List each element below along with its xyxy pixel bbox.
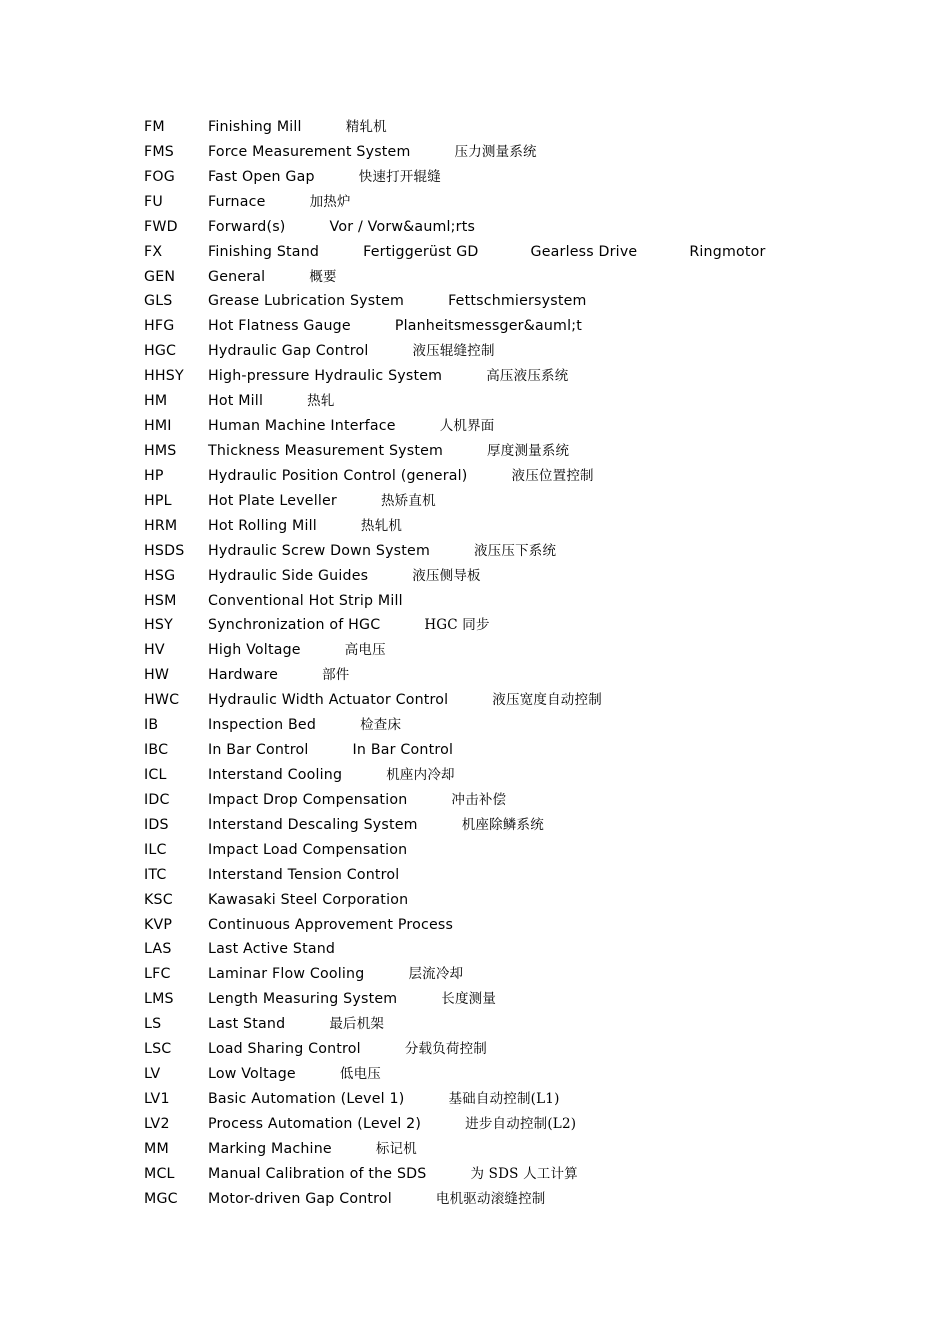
abbreviation: FWD xyxy=(144,218,178,235)
list-item xyxy=(144,267,864,292)
english-term: Basic Automation (Level 1) xyxy=(208,1090,405,1107)
extra-term: Ringmotor xyxy=(689,243,766,260)
list-item xyxy=(144,1089,864,1114)
english-term: Force Measurement System xyxy=(208,143,411,160)
list-item xyxy=(144,740,864,765)
list-item xyxy=(144,341,864,366)
abbreviation: HGC xyxy=(144,343,177,360)
abbreviation: ITC xyxy=(144,866,167,883)
translation: 长度测量 xyxy=(441,991,497,1008)
translation: 冲击补偿 xyxy=(451,791,507,808)
english-term: Last Stand xyxy=(208,1016,286,1033)
abbreviation: HV xyxy=(144,642,165,659)
list-item xyxy=(144,840,864,865)
english-term: Impact Drop Compensation xyxy=(208,791,408,808)
abbreviation: KVP xyxy=(144,916,173,933)
abbreviation: HSY xyxy=(144,617,173,634)
abbreviation: HSDS xyxy=(144,542,185,559)
abbreviation: IBC xyxy=(144,742,169,759)
translation: 电机驱动滚缝控制 xyxy=(435,1190,546,1207)
english-term: Length Measuring System xyxy=(208,991,398,1008)
english-term: Interstand Cooling xyxy=(208,766,343,783)
list-item xyxy=(144,316,864,341)
abbreviation: HW xyxy=(144,667,170,684)
list-item xyxy=(144,242,864,267)
list-item xyxy=(144,416,864,441)
english-term: Hydraulic Width Actuator Control xyxy=(208,692,449,709)
abbreviation: HSG xyxy=(144,567,176,584)
abbreviation: GLS xyxy=(144,293,173,310)
english-term: Furnace xyxy=(208,193,266,210)
abbreviation: LAS xyxy=(144,941,172,958)
list-item xyxy=(144,1164,864,1189)
translation: 人机界面 xyxy=(439,418,495,435)
abbreviation: FMS xyxy=(144,143,175,160)
translation: 基础自动控制(L1) xyxy=(448,1090,560,1107)
list-item xyxy=(144,541,864,566)
list-item xyxy=(144,665,864,690)
abbreviation: HMS xyxy=(144,442,177,459)
list-item xyxy=(144,1139,864,1164)
english-term: Hot Plate Leveller xyxy=(208,492,337,509)
list-item xyxy=(144,765,864,790)
abbreviation: ILC xyxy=(144,841,167,858)
english-term: Hot Mill xyxy=(208,393,264,410)
translation: 液压位置控制 xyxy=(511,467,594,484)
abbreviation: FM xyxy=(144,119,165,135)
english-term: Hardware xyxy=(208,667,279,684)
translation: In Bar Control xyxy=(352,742,454,759)
translation: 压力测量系统 xyxy=(454,143,537,160)
translation: 高电压 xyxy=(344,642,386,659)
translation: 厚度测量系统 xyxy=(487,442,570,459)
english-term: Marking Machine xyxy=(208,1140,332,1157)
english-term: Hot Rolling Mill xyxy=(208,517,317,534)
translation: 部件 xyxy=(322,667,350,684)
translation: Planheitsmessger&auml;t xyxy=(394,318,582,335)
list-item xyxy=(144,915,864,940)
english-term: Hydraulic Gap Control xyxy=(208,343,369,360)
abbreviation: HWC xyxy=(144,692,180,709)
abbreviation: MGC xyxy=(144,1190,178,1207)
list-item xyxy=(144,1114,864,1139)
translation: 机座内冷却 xyxy=(386,766,455,783)
english-term: Motor-driven Gap Control xyxy=(208,1190,392,1207)
abbreviation: FX xyxy=(144,243,163,260)
abbreviation: HRM xyxy=(144,517,178,534)
abbreviation: ICL xyxy=(144,766,167,783)
abbreviation: LFC xyxy=(144,966,171,983)
list-item xyxy=(144,890,864,915)
english-term: Process Automation (Level 2) xyxy=(208,1115,422,1132)
english-term: Load Sharing Control xyxy=(208,1041,361,1058)
abbreviation: IDS xyxy=(144,816,169,833)
abbreviation: FOG xyxy=(144,168,175,185)
english-term: Low Voltage xyxy=(208,1066,296,1083)
english-term: Hydraulic Screw Down System xyxy=(208,542,430,559)
english-term: Interstand Tension Control xyxy=(208,866,400,883)
translation: 最后机架 xyxy=(329,1016,385,1033)
translation: 加热炉 xyxy=(309,193,351,210)
abbreviation: LS xyxy=(144,1016,162,1033)
english-term: Manual Calibration of the SDS xyxy=(208,1165,427,1182)
abbreviation: IDC xyxy=(144,791,170,808)
english-term: Inspection Bed xyxy=(208,717,317,734)
abbreviation: HSM xyxy=(144,592,177,609)
translation: 标记机 xyxy=(375,1140,417,1157)
list-item xyxy=(144,1189,864,1214)
list-item xyxy=(144,790,864,815)
list-item xyxy=(144,291,864,316)
translation: 热轧 xyxy=(307,393,335,410)
translation: 液压辊缝控制 xyxy=(412,343,495,360)
translation: 层流冷却 xyxy=(408,966,464,983)
translation: Fertiggerüst GD xyxy=(363,243,479,260)
list-item xyxy=(144,167,864,192)
abbreviation: HM xyxy=(144,393,168,410)
english-term: Hydraulic Side Guides xyxy=(208,567,369,584)
list-item xyxy=(144,142,864,167)
english-term: Synchronization of HGC xyxy=(208,617,381,634)
abbreviation: HP xyxy=(144,467,164,484)
list-item xyxy=(144,615,864,640)
english-term: Finishing Stand xyxy=(208,243,320,260)
translation: HGC 同步 xyxy=(424,617,490,634)
english-term: Finishing Mill xyxy=(208,119,302,135)
english-term: General xyxy=(208,268,266,285)
translation: 热轧机 xyxy=(360,517,403,534)
abbreviation: LV1 xyxy=(144,1090,170,1107)
translation: 进步自动控制(L2) xyxy=(465,1115,577,1132)
list-item xyxy=(144,466,864,491)
abbreviation: HHSY xyxy=(144,368,184,385)
english-term: High-pressure Hydraulic System xyxy=(208,368,443,385)
abbreviation: KSC xyxy=(144,891,173,908)
translation: 低电压 xyxy=(339,1066,381,1083)
list-item xyxy=(144,591,864,616)
english-term: Hot Flatness Gauge xyxy=(208,318,351,335)
translation: 机座除鳞系统 xyxy=(461,816,544,833)
list-item xyxy=(144,366,864,391)
translation: 液压宽度自动控制 xyxy=(492,692,602,709)
translation: 精轧机 xyxy=(345,119,387,135)
english-term: Grease Lubrication System xyxy=(208,293,405,310)
translation: Fettschmiersystem xyxy=(448,293,587,310)
list-item xyxy=(144,1014,864,1039)
abbreviation: LMS xyxy=(144,991,174,1008)
english-term: High Voltage xyxy=(208,642,301,659)
list-item xyxy=(144,516,864,541)
abbreviation: HPL xyxy=(144,492,172,509)
translation: 为 SDS 人工计算 xyxy=(470,1165,578,1182)
english-term: Laminar Flow Cooling xyxy=(208,966,365,983)
english-term: Conventional Hot Strip Mill xyxy=(208,592,403,609)
list-item xyxy=(144,964,864,989)
english-term: Impact Load Compensation xyxy=(208,841,408,858)
translation: 液压压下系统 xyxy=(473,542,557,559)
list-item xyxy=(144,815,864,840)
translation: 概要 xyxy=(309,268,337,285)
list-item xyxy=(144,441,864,466)
english-term: Last Active Stand xyxy=(208,941,336,958)
translation: 分载负荷控制 xyxy=(404,1041,488,1058)
list-item xyxy=(144,715,864,740)
list-item xyxy=(144,491,864,516)
abbreviation: LSC xyxy=(144,1041,172,1058)
english-term: Fast Open Gap xyxy=(208,168,315,185)
english-term: In Bar Control xyxy=(208,742,309,759)
list-item xyxy=(144,391,864,416)
abbreviation: IB xyxy=(144,717,159,734)
english-term: Forward(s) xyxy=(208,218,286,235)
english-term: Kawasaki Steel Corporation xyxy=(208,891,409,908)
abbreviation: HMI xyxy=(144,418,172,435)
list-item xyxy=(144,690,864,715)
glossary-list xyxy=(144,117,864,1214)
list-item xyxy=(144,865,864,890)
list-item xyxy=(144,117,864,142)
abbreviation: FU xyxy=(144,193,163,210)
list-item xyxy=(144,989,864,1014)
abbreviation: MM xyxy=(144,1140,169,1157)
translation: 热矫直机 xyxy=(380,492,436,509)
abbreviation: MCL xyxy=(144,1165,175,1182)
list-item xyxy=(144,939,864,964)
translation: 检查床 xyxy=(360,717,402,734)
list-item xyxy=(144,192,864,217)
abbreviation: LV2 xyxy=(144,1115,170,1132)
english-term: Thickness Measurement System xyxy=(208,442,444,459)
english-term: Human Machine Interface xyxy=(208,418,396,435)
abbreviation: GEN xyxy=(144,268,176,285)
abbreviation: HFG xyxy=(144,318,175,335)
english-term: Hydraulic Position Control (general) xyxy=(208,467,468,484)
list-item xyxy=(144,217,864,242)
translation: Vor / Vorw&auml;rts xyxy=(329,218,476,235)
list-item xyxy=(144,1064,864,1089)
english-term: Interstand Descaling System xyxy=(208,816,418,833)
translation: 高压液压系统 xyxy=(486,368,569,385)
list-item xyxy=(144,1039,864,1064)
translation: 液压侧导板 xyxy=(412,567,481,584)
extra-term: Gearless Drive xyxy=(530,243,638,260)
translation: 快速打开辊缝 xyxy=(358,168,441,185)
english-term: Continuous Approvement Process xyxy=(208,916,454,933)
list-item xyxy=(144,640,864,665)
abbreviation: LV xyxy=(144,1066,161,1083)
list-item xyxy=(144,566,864,591)
